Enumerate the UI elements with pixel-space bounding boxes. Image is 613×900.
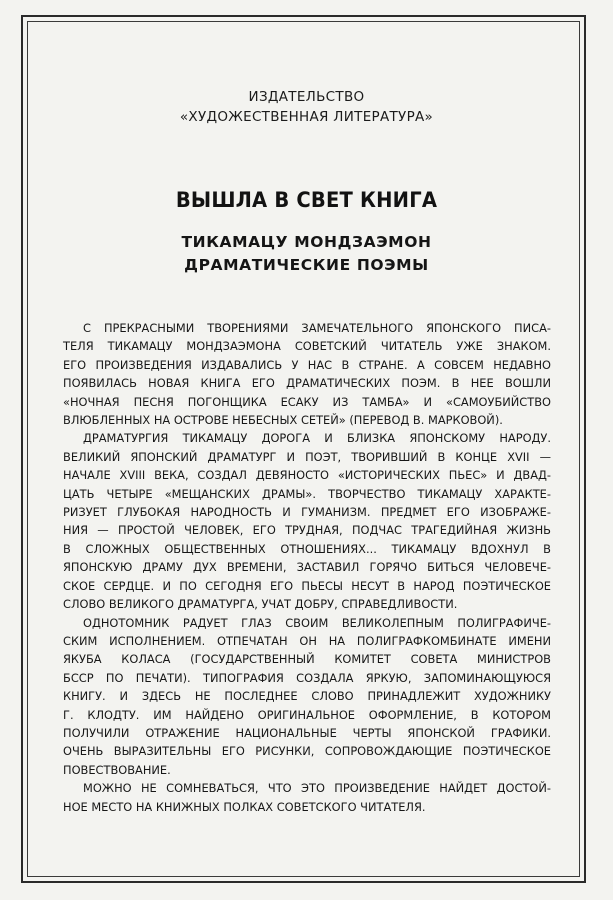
publisher-name: «ХУДОЖЕСТВЕННАЯ ЛИТЕРАТУРА» (179, 109, 434, 125)
body-line: ТЕЛЯ ТИКАМАЦУ МОНДЗАЭМОНА СОВЕТСКИЙ ЧИТАТЕЛЬ УЖЕ ЗНАКОМ. (63, 339, 551, 354)
announcement-heading: ВЫШЛА В СВЕТ КНИГА (175, 188, 438, 212)
body-line: ЦАТЬ ЧЕТЫРЕ «МЕЩАНСКИХ ДРАМЫ». ТВОРЧЕСТВО ТИКАМАЦУ ХАРАКТЕ- (63, 486, 551, 501)
publisher-label: ИЗДАТЕЛЬСТВО (248, 89, 365, 105)
body-line: С ПРЕКРАСНЫМИ ТВОРЕНИЯМИ ЗАМЕЧАТЕЛЬНОГО ЯПОНСКОГО ПИСА- (83, 321, 551, 335)
body-line: ЯКУБА КОЛАСА (ГОСУДАРСТВЕННЫЙ КОМИТЕТ СОВЕТА МИНИСТРОВ (63, 652, 551, 667)
body-line: ВЛЮБЛЕННЫХ НА ОСТРОВЕ НЕБЕСНЫХ СЕТЕЙ» (ПЕРЕВОД В. МАРКОВОЙ). (63, 413, 503, 428)
body-line: СЛОВО ВЕЛИКОГО ДРАМАТУРГА, УЧАТ ДОБРУ, СПРАВЕДЛИВОСТИ. (63, 597, 458, 612)
book-title: ДРАМАТИЧЕСКИЕ ПОЭМЫ (184, 256, 429, 274)
body-line: ОДНОТОМНИК РАДУЕТ ГЛАЗ СВОИМ ВЕЛИКОЛЕПНЫМ ПОЛИГРАФИЧЕ- (83, 615, 551, 630)
body-line: ПОЯВИЛАСЬ НОВАЯ КНИГА ЕГО ДРАМАТИЧЕСКИХ ПОЭМ. В НЕЕ ВОШЛИ (63, 376, 551, 391)
body-line: ДРАМАТУРГИЯ ТИКАМАЦУ ДОРОГА И БЛИЗКА ЯПОНСКОМУ НАРОДУ. (83, 431, 551, 446)
body-line: МОЖНО НЕ СОМНЕВАТЬСЯ, ЧТО ЭТО ПРОИЗВЕДЕНИЕ НАЙДЕТ ДОСТОЙ- (83, 781, 551, 796)
body-line: КНИГУ. И ЗДЕСЬ НЕ ПОСЛЕДНЕЕ СЛОВО ПРИНАДЛЕЖИТ ХУДОЖНИКУ (63, 689, 551, 704)
body-line: РИЗУЕТ ГЛУБОКАЯ НАРОДНОСТЬ И ГУМАНИЗМ. ПРЕДМЕТ ЕГО ИЗОБРАЖЕ- (63, 505, 551, 520)
body-line: НАЧАЛЕ XVIII ВЕКА, СОЗДАЛ ДЕВЯНОСТО «ИСТОРИЧЕСКИХ ПЬЕС» И ДВАД- (63, 468, 551, 483)
body-line: ЕГО ПРОИЗВЕДЕНИЯ ИЗДАВАЛИСЬ У НАС В СТРАНЕ. А СОВСЕМ НЕДАВНО (63, 357, 551, 372)
book-author: ТИКАМАЦУ МОНДЗАЭМОН (181, 233, 432, 251)
body-line: ПОЛУЧИЛИ ОТРАЖЕНИЕ НАЦИОНАЛЬНЫЕ ЧЕРТЫ ЯПОНСКОЙ ГРАФИКИ. (63, 725, 551, 740)
body-line: СКОЕ СЕРДЦЕ. И ПО СЕГОДНЯ ЕГО ПЬЕСЫ НЕСУТ В НАРОД ПОЭТИЧЕСКОЕ (63, 578, 551, 593)
body-line: ВЕЛИКИЙ ЯПОНСКИЙ ДРАМАТУРГ И ПОЭТ, ТВОРИВШИЙ В КОНЦЕ XVII — (63, 449, 551, 464)
body-line: СКИМ ИСПОЛНЕНИЕМ. ОТПЕЧАТАН ОН НА ПОЛИГРАФКОМБИНАТЕ ИМЕНИ (63, 633, 551, 648)
body-line: ПОВЕСТВОВАНИЕ. (63, 762, 171, 777)
body-line: НОЕ МЕСТО НА КНИЖНЫХ ПОЛКАХ СОВЕТСКОГО ЧИТАТЕЛЯ. (63, 799, 426, 814)
body-line: ОЧЕНЬ ВЫРАЗИТЕЛЬНЫ ЕГО РИСУНКИ, СОПРОВОЖДАЮЩИЕ ПОЭТИЧЕСКОЕ (63, 744, 551, 759)
body-line: В СЛОЖНЫХ ОБЩЕСТВЕННЫХ ОТНОШЕНИЯХ... ТИКАМАЦУ ВДОХНУЛ В (63, 541, 551, 556)
body-line: ЯПОНСКУЮ ДРАМУ ДУХ ВРЕМЕНИ, ЗАСТАВИЛ ГОРЯЧО БИТЬСЯ ЧЕЛОВЕЧЕ- (63, 560, 551, 575)
body-line: «НОЧНАЯ ПЕСНЯ ПОГОНЩИКА ЕСАКУ ИЗ ТАМБА» И «САМОУБИЙСТВО (63, 394, 551, 409)
body-line: БССР ПО ПЕЧАТИ). ТИПОГРАФИЯ СОЗДАЛА ЯРКУЮ, ЗАПОМИНАЮЩУЮСЯ (63, 670, 551, 685)
body-line: Г. КЛОДТУ. ИМ НАЙДЕНО ОРИГИНАЛЬНОЕ ОФОРМЛЕНИЕ, В КОТОРОМ (63, 707, 551, 722)
body-text (63, 319, 551, 816)
body-line: НИЯ — ПРОСТОЙ ЧЕЛОВЕК, ЕГО ТРУДНАЯ, ПОДЧАС ТРАГЕДИЙНАЯ ЖИЗНЬ (63, 523, 551, 538)
